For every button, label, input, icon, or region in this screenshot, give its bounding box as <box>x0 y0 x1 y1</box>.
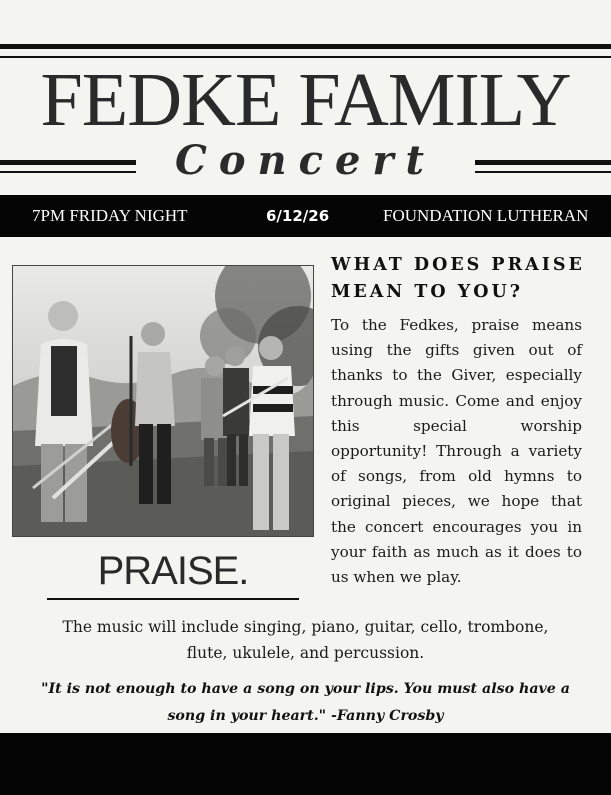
event-time: 7PM FRIDAY NIGHT <box>32 206 188 225</box>
instrument-note: The music will include singing, piano, guitar, cello, trombone, flute, ukulele, and percussion. <box>62 618 549 662</box>
info-band <box>0 195 611 237</box>
article-body: To the Fedkes, praise means using the gifts given out of thanks to the Giver, especially through music. Come and enjoy this special worship opportunity! Through a variety of songs, from old hymns to original pieces, we hope that the concert encourages you in your faith as much as it does to us when we play. <box>331 316 582 587</box>
page-title: FEDKE FAMILY <box>40 58 571 142</box>
bottom-band <box>0 733 611 795</box>
subtitle: Concert <box>175 137 436 184</box>
event-date: 6/12/26 <box>266 207 330 225</box>
praise-label: PRAISE. <box>97 549 249 593</box>
family-photo-illustration <box>13 266 313 536</box>
praise-underline <box>47 598 299 600</box>
top-rule-thick <box>0 44 611 49</box>
event-location: FOUNDATION LUTHERAN <box>383 206 589 225</box>
subtitle-row <box>0 136 611 186</box>
article-heading: WHAT DOES PRAISE MEAN TO YOU? <box>331 255 585 302</box>
quote: "It is not enough to have a song on your lips. You must also have a song in your heart." -Fanny Crosby <box>41 681 570 724</box>
family-photo <box>12 265 314 537</box>
